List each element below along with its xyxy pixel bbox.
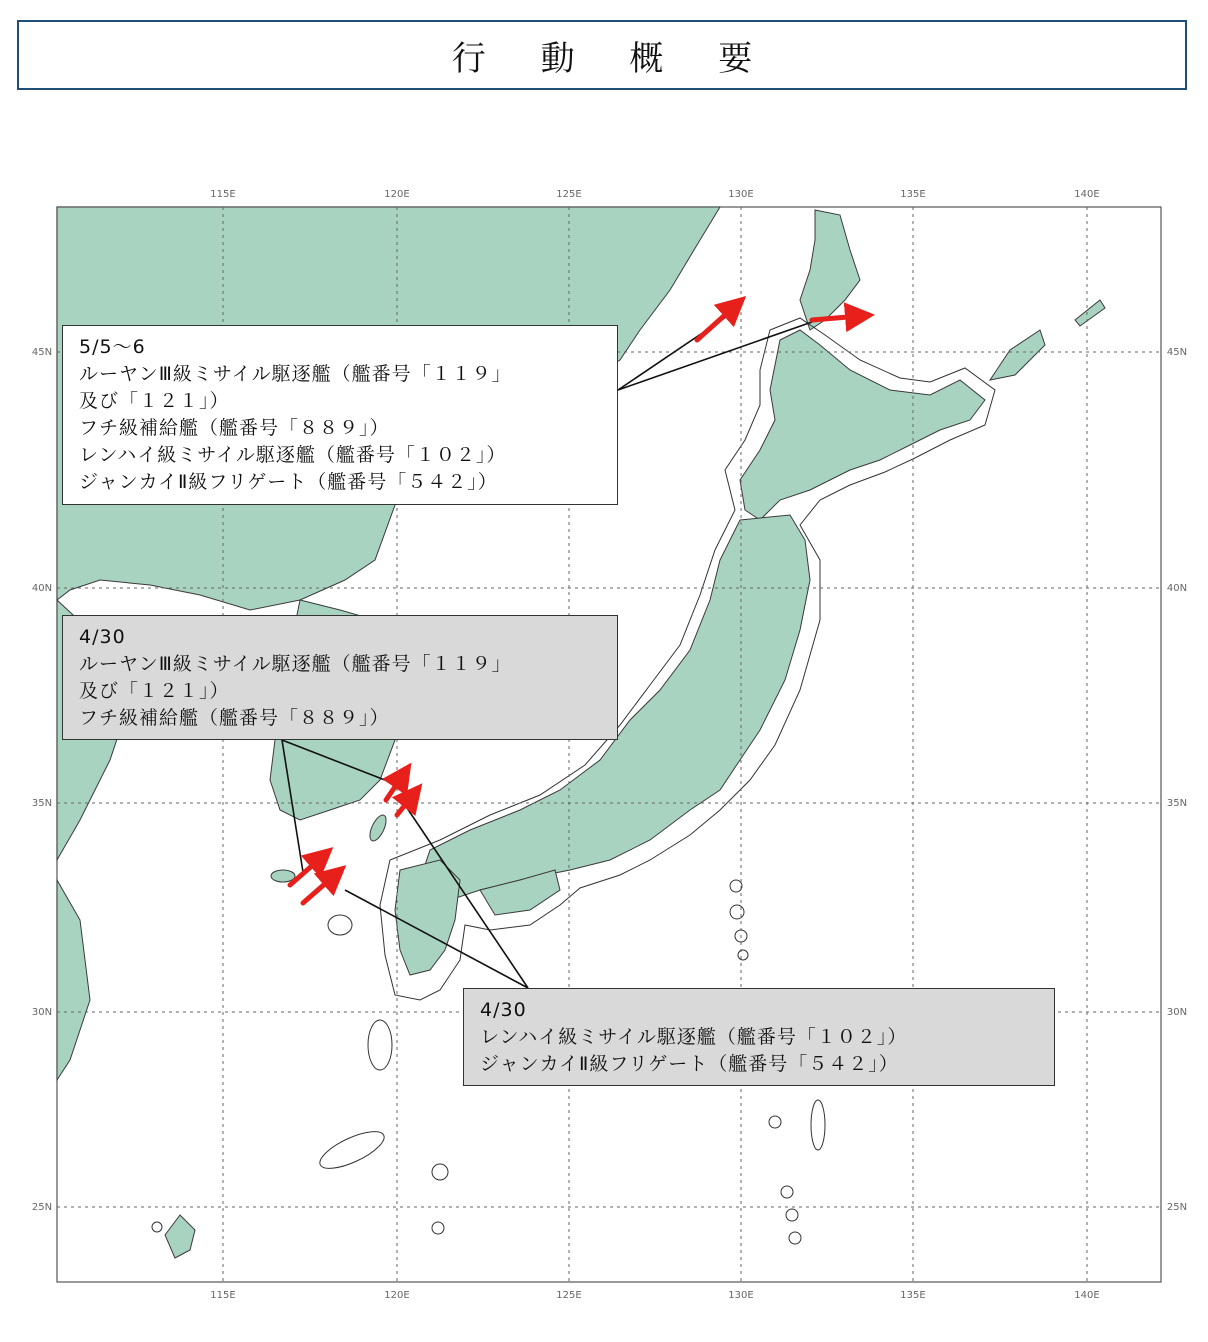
lon-tick: 135E <box>900 1290 926 1301</box>
lat-tick: 45N <box>31 347 53 358</box>
land-jeju <box>271 870 295 882</box>
lon-tick: 135E <box>900 189 926 200</box>
lat-tick: 25N <box>1166 1202 1188 1213</box>
annotation-line: ジャンカイⅡ級フリゲート（艦番号「５４２」） <box>480 1053 899 1075</box>
annotation-date: 4/30 <box>79 626 126 648</box>
annotation-line: レンハイ級ミサイル駆逐艦（艦番号「１０２」） <box>480 1026 908 1048</box>
annotation-date: 5/5～6 <box>79 336 146 358</box>
lat-tick: 30N <box>31 1007 53 1018</box>
lon-tick: 120E <box>384 189 410 200</box>
lat-tick: 25N <box>31 1202 53 1213</box>
annotation-line: レンハイ級ミサイル駆逐艦（艦番号「１０２」） <box>79 444 507 466</box>
lon-ticks-top <box>210 189 1099 200</box>
lon-tick: 130E <box>728 189 754 200</box>
annotation-line: ルーヤンⅢ級ミサイル駆逐艦（艦番号「１１９」 <box>79 653 512 675</box>
annotation-line: ジャンカイⅡ級フリゲート（艦番号「５４２」） <box>79 471 498 493</box>
lat-tick: 30N <box>1166 1007 1188 1018</box>
annotation-may <box>62 325 618 505</box>
lon-ticks-bottom <box>210 1290 1099 1301</box>
annotation-line: 及び「１２１」） <box>79 680 230 702</box>
annotation-apr-a <box>62 615 618 740</box>
page-title: 行 動 概 要 <box>451 38 775 79</box>
annotation-line: フチ級補給艦（艦番号「８８９」） <box>79 707 390 729</box>
lat-ticks-right <box>1167 347 1187 1213</box>
lon-tick: 120E <box>384 1290 410 1301</box>
lat-tick: 40N <box>31 583 53 594</box>
lat-ticks-left <box>32 347 52 1213</box>
annotation-line: 及び「１２１」） <box>79 390 230 412</box>
lat-tick: 35N <box>31 798 53 809</box>
lat-tick: 40N <box>1166 583 1188 594</box>
annotation-apr-b <box>463 988 1055 1086</box>
lat-tick: 45N <box>1166 347 1188 358</box>
lon-tick: 140E <box>1074 1290 1100 1301</box>
lon-tick: 115E <box>210 1290 236 1301</box>
lon-tick: 125E <box>556 189 582 200</box>
lat-tick: 35N <box>1166 798 1188 809</box>
lon-tick: 125E <box>556 1290 582 1301</box>
lon-tick: 140E <box>1074 189 1100 200</box>
annotation-date: 4/30 <box>480 999 527 1021</box>
annotation-line: ルーヤンⅢ級ミサイル駆逐艦（艦番号「１１９」 <box>79 363 512 385</box>
annotation-line: フチ級補給艦（艦番号「８８９」） <box>79 417 390 439</box>
lon-tick: 130E <box>728 1290 754 1301</box>
lon-tick: 115E <box>210 189 236 200</box>
